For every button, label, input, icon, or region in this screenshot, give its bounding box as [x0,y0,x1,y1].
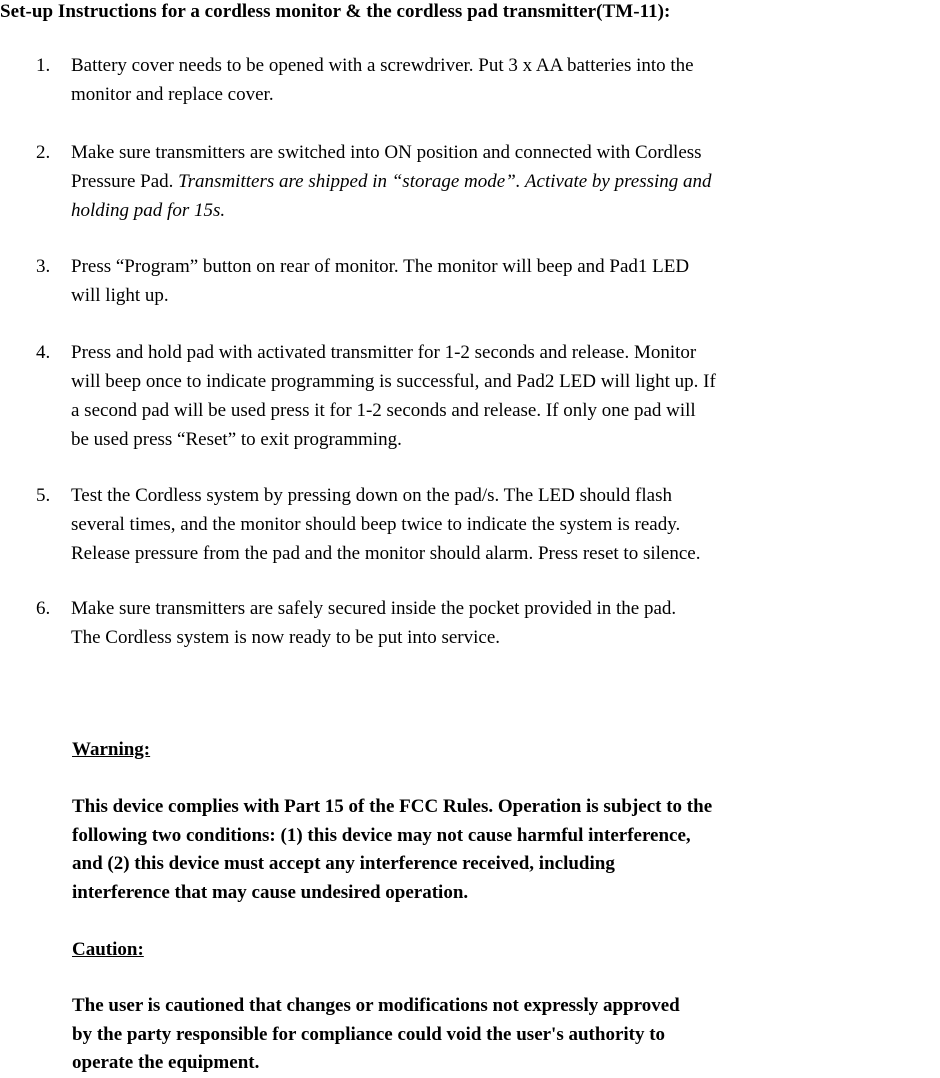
warning-line: and (2) this device must accept any interference received, including [72,853,615,874]
step-line: Press “Program” button on rear of monitor. The monitor will beep and Pad1 LED [71,256,690,277]
step-text [71,252,940,310]
warning-text [72,793,940,907]
step-line: Press and hold pad with activated transmitter for 1-2 seconds and release. Monitor [71,342,697,363]
step-line: a second pad will be used press it for 1-2 seconds and release. If only one pad will [71,400,696,421]
step-line: The Cordless system is now ready to be put into service. [71,627,501,648]
step-line [71,167,940,196]
step-line: Battery cover needs to be opened with a screwdriver. Put 3 x AA batteries into the [71,55,694,76]
caution-line: operate the equipment. [72,1052,260,1073]
step-line: will light up. [71,285,169,306]
warning-line: interference that may cause undesired operation. [72,881,469,903]
caution-line: The user is cautioned that changes or modifications not expressly approved [72,995,680,1016]
step-number: 5. [36,485,51,506]
step-line: will beep once to indicate programming is successful, and Pad2 LED will light up. If [71,371,716,392]
warning-line: This device complies with Part 15 of the FCC Rules. Operation is subject to the [72,796,713,817]
step-text [71,338,940,454]
step-number: 4. [36,342,51,363]
step-number: 6. [36,598,51,619]
step-number: 3. [36,256,51,277]
step-line: Release pressure from the pad and the monitor should alarm. Press reset to silence. [71,543,701,564]
caution-line: by the party responsible for compliance could void the user's authority to [72,1023,666,1045]
step-text-italic: Transmitters are shipped in “storage mode”. Activate by pressing and [178,171,712,192]
warning-section [72,736,940,907]
step-number: 1. [36,55,51,76]
step-line: Make sure transmitters are switched into ON position and connected with Cordless [71,142,702,163]
document-title: Set-up Instructions for a cordless monitor & the cordless pad transmitter(TM-11): [0,1,671,22]
caution-heading: Caution: [72,939,144,960]
step-text [71,51,940,109]
warning-heading: Warning: [72,739,151,760]
step-text-plain: Pressure Pad. [71,171,179,192]
step-text [71,138,940,225]
step-line-italic: holding pad for 15s. [71,200,226,221]
step-line: be used press “Reset” to exit programming. [71,429,402,450]
step-text [71,481,940,568]
step-line: several times, and the monitor should beep twice to indicate the system is ready. [71,514,681,535]
step-line: monitor and replace cover. [71,84,274,105]
warning-line: following two conditions: (1) this device may not cause harmful interference, [72,824,691,846]
step-text [71,594,940,652]
caution-text [72,992,940,1078]
step-number: 2. [36,142,51,163]
step-line: Make sure transmitters are safely secured inside the pocket provided in the pad. [71,598,677,619]
caution-section [72,936,940,1078]
step-line: Test the Cordless system by pressing down on the pad/s. The LED should flash [71,485,672,506]
